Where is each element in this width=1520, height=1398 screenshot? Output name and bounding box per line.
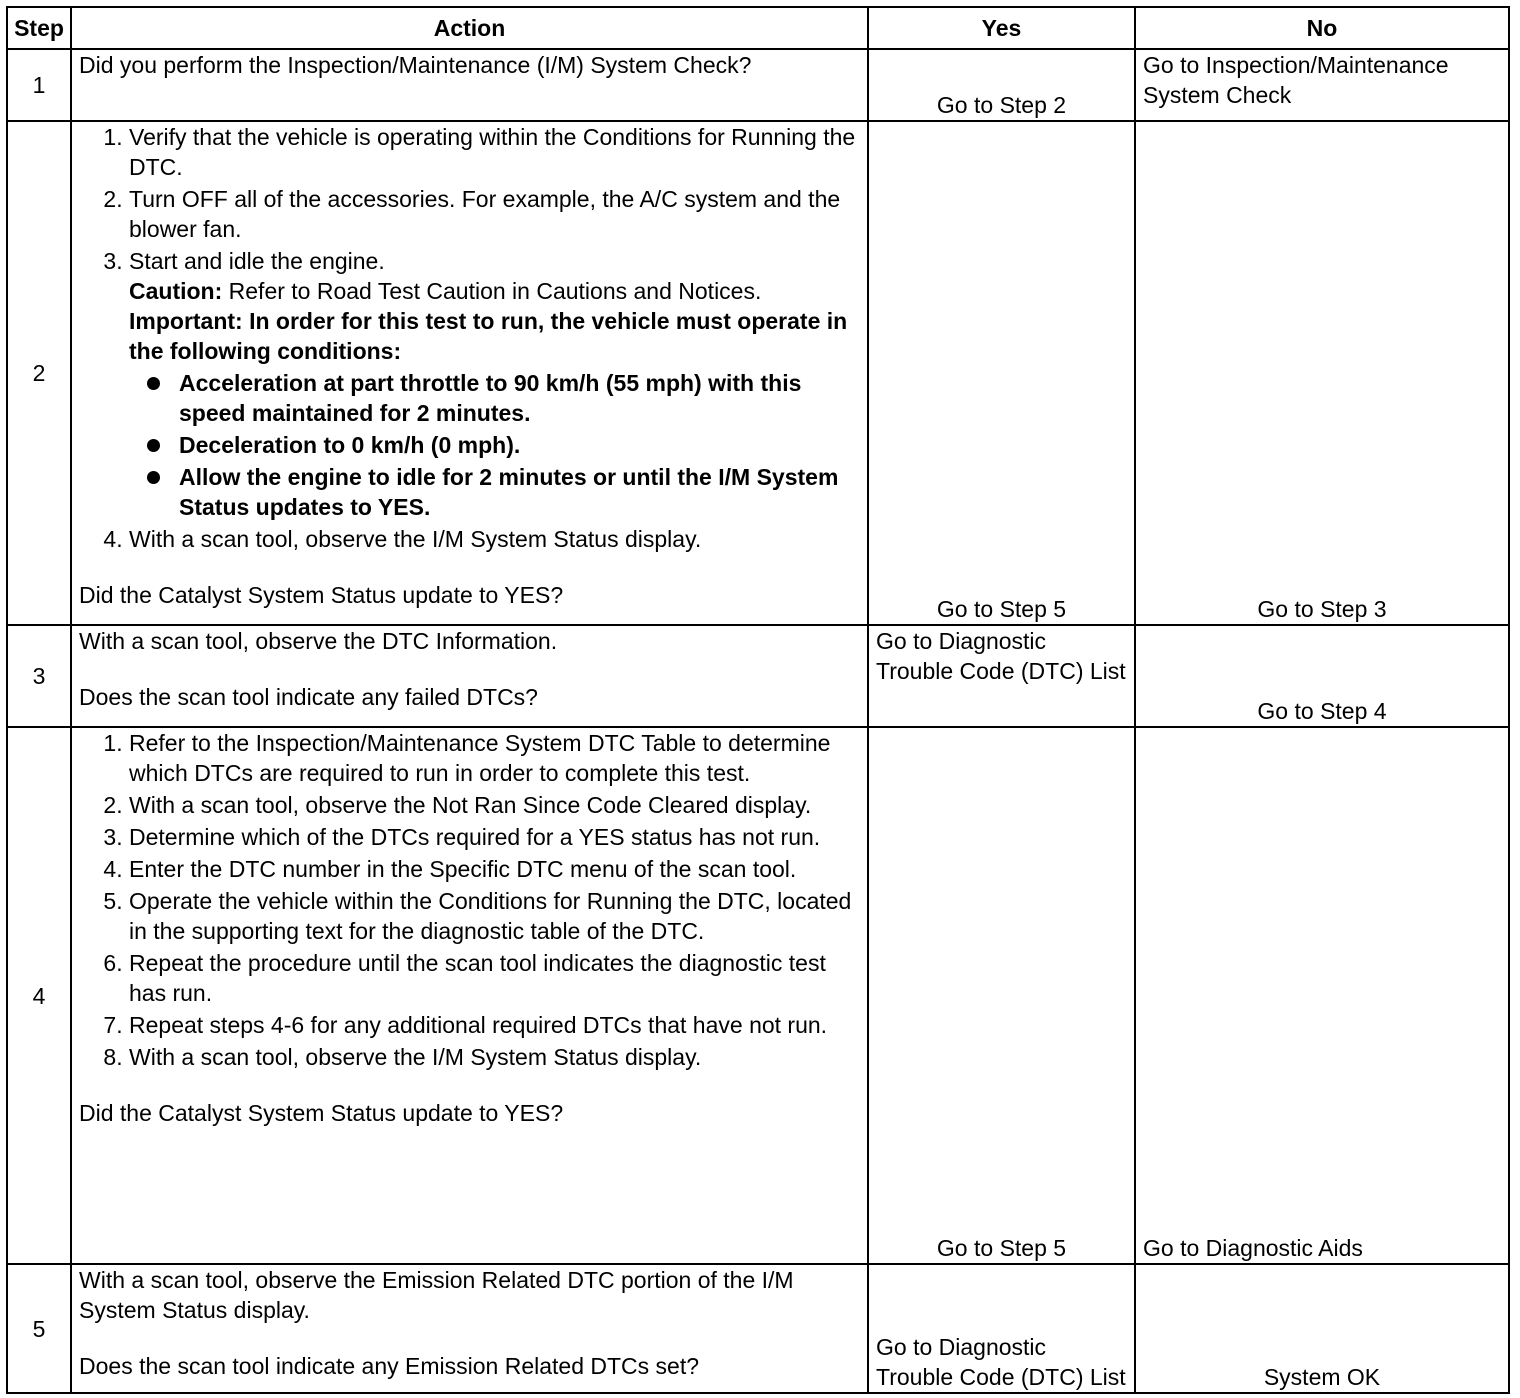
step-number: 4: [7, 727, 71, 1264]
question-text: Did the Catalyst System Status update to YES?: [79, 582, 564, 608]
action-text: With a scan tool, observe the DTC Information.: [79, 628, 558, 654]
list-item: 1. Refer to the Inspection/Maintenance System DTC Table to determine which DTCs are required to run in order to complete this test.: [129, 728, 860, 788]
list-item-text: 3. Start and idle the engine.: [129, 248, 385, 274]
header-no: No: [1135, 7, 1509, 49]
step-number: 5: [7, 1264, 71, 1393]
yes-cell: [868, 625, 1135, 727]
question-text: Does the scan tool indicate any failed DTCs?: [79, 684, 538, 710]
yes-link[interactable]: Go to Diagnostic Trouble Code (DTC) List: [876, 1334, 1126, 1390]
no-link[interactable]: Go to Inspection/Maintenance System Check: [1143, 52, 1449, 108]
bullet-text: Deceleration to 0 km/h (0 mph).: [179, 432, 521, 458]
header-step: Step: [7, 7, 71, 49]
yes-link[interactable]: Go to Step 5: [936, 1235, 1067, 1261]
action-cell: [71, 49, 868, 121]
list-item: 1. Verify that the vehicle is operating within the Conditions for Running the DTC.: [129, 122, 860, 182]
list-item: 4. Enter the DTC number in the Specific DTC menu of the scan tool.: [129, 854, 860, 884]
list-item: 4. With a scan tool, observe the I/M System Status display.: [129, 524, 860, 554]
yes-link[interactable]: Go to Diagnostic Trouble Code (DTC) List: [876, 628, 1126, 684]
action-cell: [71, 1264, 868, 1393]
list-item: 7. Repeat steps 4-6 for any additional required DTCs that have not run.: [129, 1010, 860, 1040]
bullet-icon: [147, 439, 160, 452]
caution-text: Refer to Road Test Caution in Cautions and Notices.: [222, 278, 762, 304]
yes-cell: [868, 727, 1135, 1264]
caution-label: Caution:: [129, 278, 223, 304]
bullet-text: Acceleration at part throttle to 90 km/h (55 mph) with this speed maintained for 2 minutes.: [179, 370, 802, 426]
list-item: [129, 246, 860, 522]
no-cell: [1135, 49, 1509, 121]
no-cell: [1135, 1264, 1509, 1393]
no-link[interactable]: System OK: [1263, 1364, 1381, 1390]
caution-note: [129, 276, 860, 306]
header-yes: Yes: [868, 7, 1135, 49]
list-item: 2. With a scan tool, observe the Not Ran Since Code Cleared display.: [129, 790, 860, 820]
action-text: With a scan tool, observe the Emission Related DTC portion of the I/M System Status display.: [79, 1267, 794, 1323]
bullet-icon: [147, 377, 160, 390]
bullet-text: Allow the engine to idle for 2 minutes or until the I/M System Status updates to YES.: [179, 464, 839, 520]
no-link[interactable]: Go to Diagnostic Aids: [1143, 1235, 1363, 1261]
procedure-list: [79, 122, 860, 554]
yes-link[interactable]: Go to Step 5: [936, 596, 1067, 622]
header-action: Action: [71, 7, 868, 49]
list-item: 3. Determine which of the DTCs required for a YES status has not run.: [129, 822, 860, 852]
no-link[interactable]: Go to Step 4: [1257, 698, 1387, 724]
no-cell: [1135, 121, 1509, 625]
diagnostic-table: [6, 6, 1510, 1394]
action-cell: [71, 625, 868, 727]
no-cell: [1135, 625, 1509, 727]
table-row: [7, 625, 1509, 727]
list-item: [179, 462, 860, 522]
no-cell: [1135, 727, 1509, 1264]
conditions-list: [129, 368, 860, 522]
yes-cell: [868, 49, 1135, 121]
question-text: Did you perform the Inspection/Maintenance (I/M) System Check?: [79, 52, 752, 78]
step-number: 1: [7, 49, 71, 121]
table-row: [7, 1264, 1509, 1393]
table-row: [7, 121, 1509, 625]
question-text: Does the scan tool indicate any Emission Related DTCs set?: [79, 1353, 700, 1379]
table-row: [7, 49, 1509, 121]
step-number: 2: [7, 121, 71, 625]
question-text: Did the Catalyst System Status update to YES?: [79, 1100, 564, 1126]
yes-link[interactable]: Go to Step 2: [936, 92, 1067, 118]
yes-cell: [868, 121, 1135, 625]
list-item: [179, 430, 860, 460]
list-item: 2. Turn OFF all of the accessories. For example, the A/C system and the blower fan.: [129, 184, 860, 244]
list-item: 5. Operate the vehicle within the Conditions for Running the DTC, located in the supporting text for the diagnostic table of the DTC.: [129, 886, 860, 946]
action-cell: [71, 121, 868, 625]
yes-cell: [868, 1264, 1135, 1393]
table-row: [7, 727, 1509, 1264]
no-link[interactable]: Go to Step 3: [1257, 596, 1387, 622]
bullet-icon: [147, 471, 160, 484]
procedure-list: [79, 728, 860, 1072]
important-note: Important: In order for this test to run, the vehicle must operate in the following conditions:: [129, 308, 848, 364]
action-cell: [71, 727, 868, 1264]
step-number: 3: [7, 625, 71, 727]
list-item: 8. With a scan tool, observe the I/M System Status display.: [129, 1042, 860, 1072]
list-item: 6. Repeat the procedure until the scan tool indicates the diagnostic test has run.: [129, 948, 860, 1008]
list-item: [179, 368, 860, 428]
header-row: [7, 7, 1509, 49]
